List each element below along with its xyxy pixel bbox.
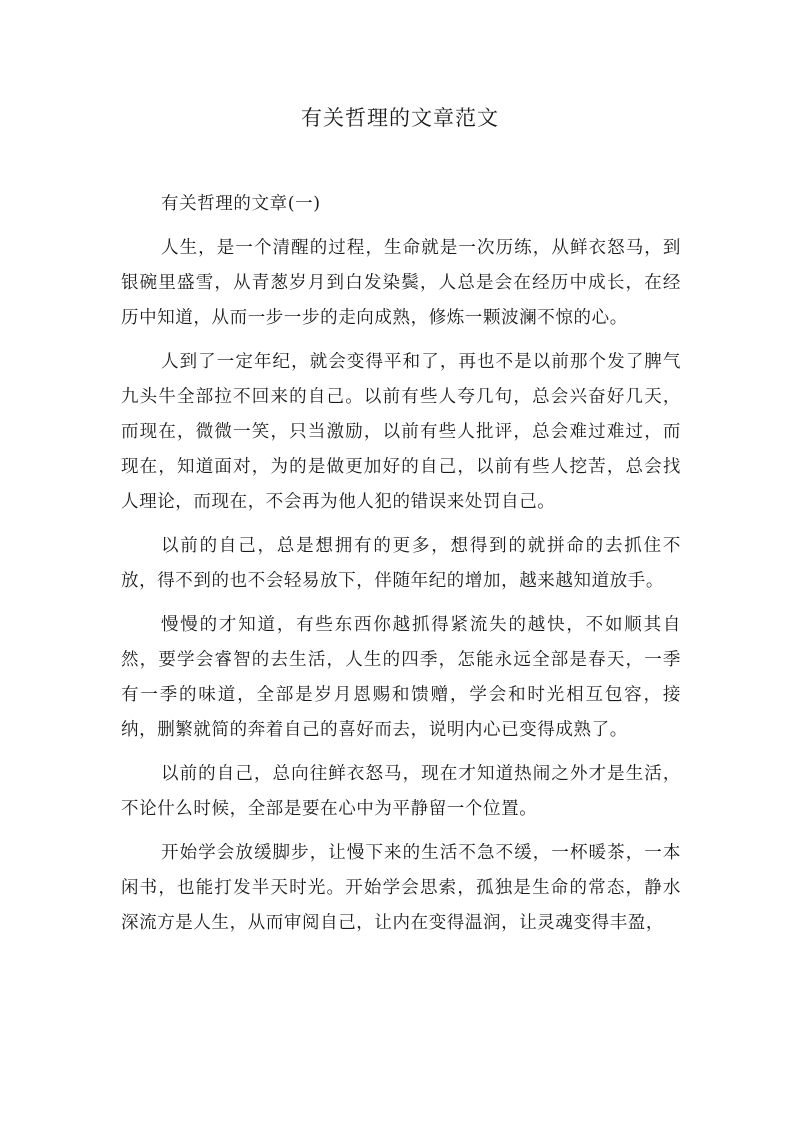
paragraph-3: 以前的自己，总是想拥有的更多，想得到的就拼命的去抓住不放，得不到的也不会轻易放下，伴随年纪的增加，越来越知道放手。 xyxy=(121,536,681,591)
paragraph-5: 以前的自己，总向往鲜衣怒马，现在才知道热闹之外才是生活，不论什么时候，全部是要在心中为平静留一个位置。 xyxy=(121,764,681,819)
document-body xyxy=(121,187,681,950)
paragraph-4: 慢慢的才知道，有些东西你越抓得紧流失的越快，不如顺其自然，要学会睿智的去生活，人生的四季，怎能永远全部是春天，一季有一季的味道，全部是岁月恩赐和馈赠，学会和时光相互包容，接纳，删繁就简的奔着自己的喜好而去，说明内心已变得成熟了。 xyxy=(121,615,681,740)
document-title: 有关哲理的文章范文 xyxy=(301,106,499,130)
paragraph-1: 人生，是一个清醒的过程，生命就是一次历练，从鲜衣怒马，到银碗里盛雪，从青葱岁月到白发染鬓，人总是会在经历中成长，在经历中知道，从而一步一步的走向成熟，修炼一颗波澜不惊的心。 xyxy=(121,238,681,328)
paragraph-2: 人到了一定年纪，就会变得平和了，再也不是以前那个发了脾气九头牛全部拉不回来的自己。以前有些人夸几句，总会兴奋好几天，而现在，微微一笑，只当激励，以前有些人批评，总会难过难过，而现在，知道面对，为的是做更加好的自己，以前有些人挖苦，总会找人理论，而现在，不会再为他人犯的错误来处罚自己。 xyxy=(121,352,681,512)
section-heading: 有关哲理的文章(一) xyxy=(161,194,321,214)
paragraph-6: 开始学会放缓脚步，让慢下来的生活不急不缓，一杯暖茶，一本闲书，也能打发半天时光。开始学会思索，孤独是生命的常态，静水深流方是人生，从而审阅自己，让内在变得温润，让灵魂变得丰盈， xyxy=(121,843,681,933)
